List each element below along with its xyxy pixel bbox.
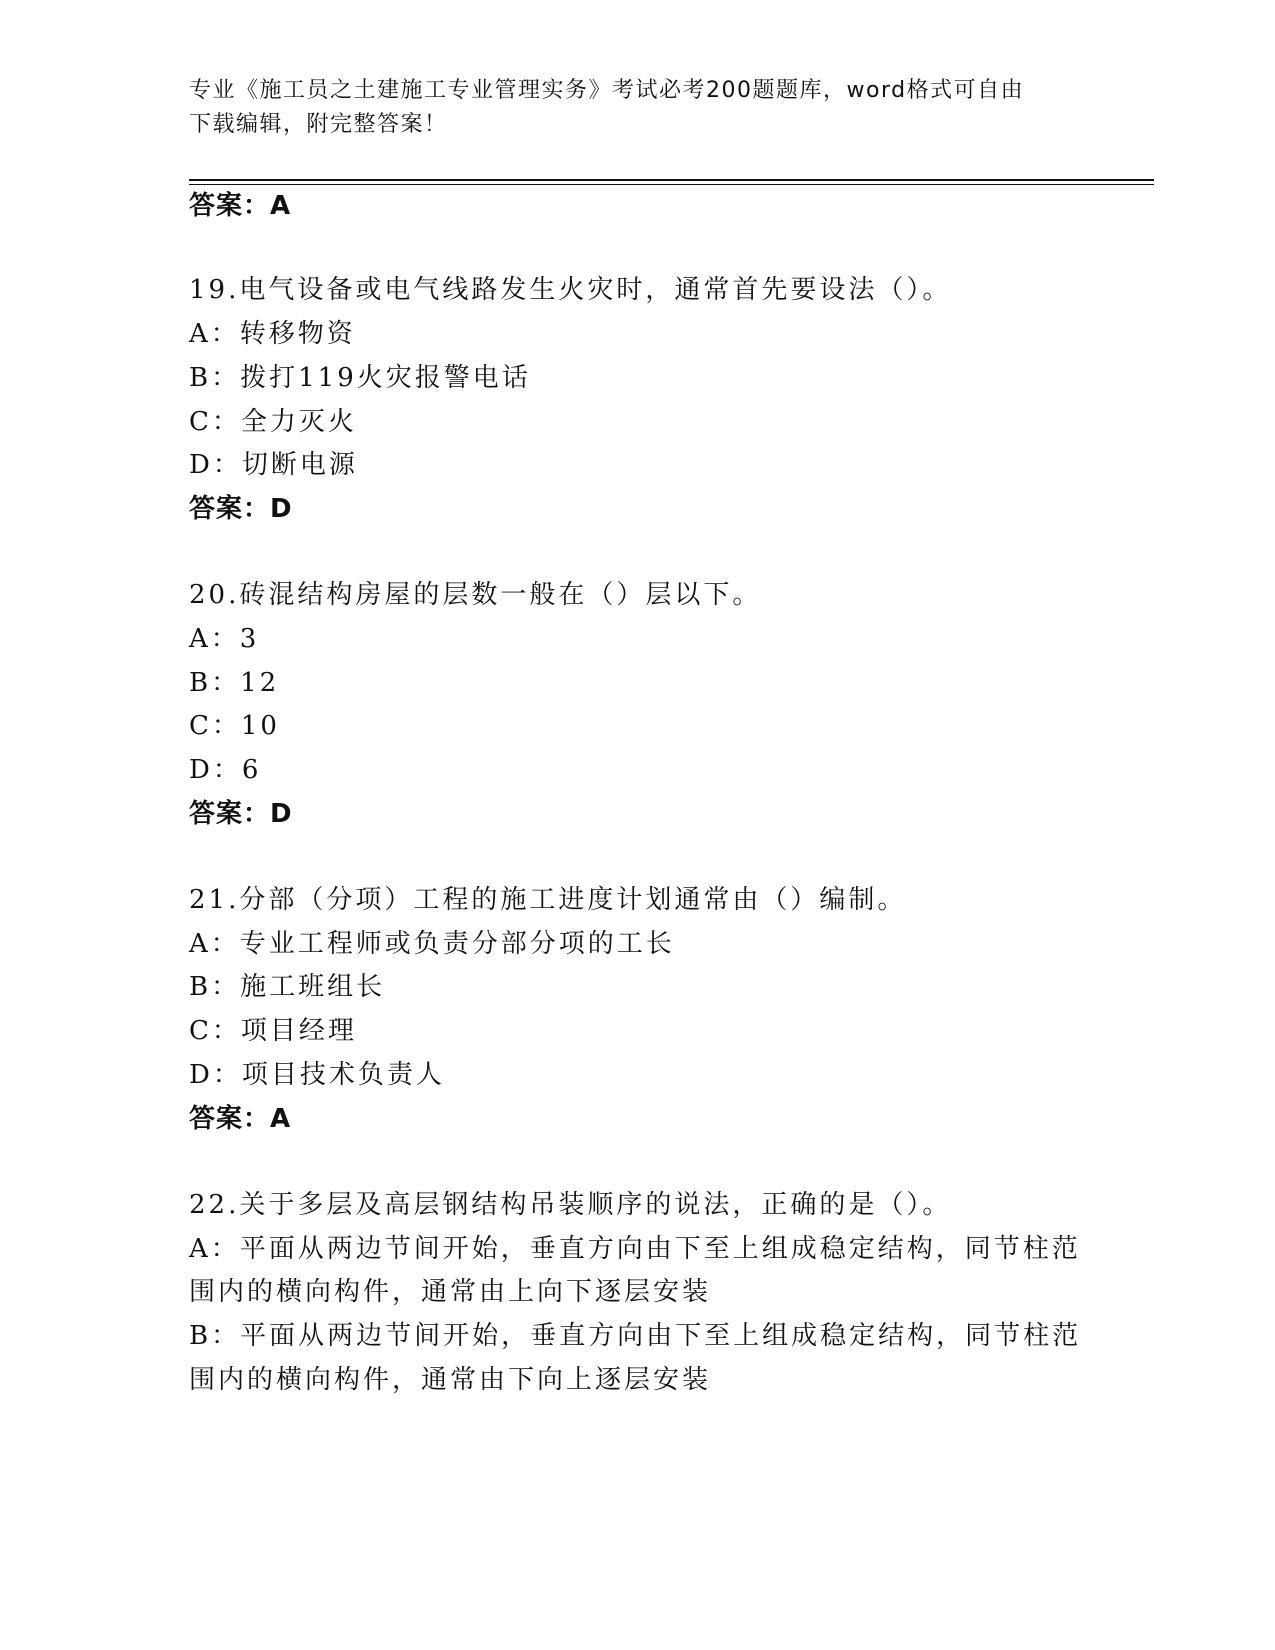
question-19-answer: 答案：D [189, 494, 293, 524]
question-22-option-b-line-2: 围内的横向构件，通常由下向上逐层安装 [189, 1365, 712, 1395]
header-line-2: 下载编辑，附完整答案！ [189, 112, 448, 137]
question-19-option-c: C：全力灭火 [189, 407, 357, 437]
answer-previous: 答案：A [189, 191, 292, 221]
question-20-option-d: D：6 [189, 755, 262, 785]
question-20-text: 20.砖混结构房屋的层数一般在（）层以下。 [189, 580, 762, 610]
question-22-option-a-line-1: A：平面从两边节间开始，垂直方向由下至上组成稳定结构，同节柱范 [189, 1234, 1081, 1264]
question-22-option-b-line-1: B：平面从两边节间开始，垂直方向由下至上组成稳定结构，同节柱范 [189, 1321, 1082, 1351]
question-21-option-c: C：项目经理 [189, 1016, 357, 1046]
question-19-option-d: D：切断电源 [189, 450, 358, 480]
question-19-option-b: B：拨打119火灾报警电话 [189, 363, 531, 393]
question-20-option-a: A：3 [189, 624, 260, 654]
question-22-option-a-line-2: 围内的横向构件，通常由上向下逐层安装 [189, 1277, 712, 1307]
question-22-text: 22.关于多层及高层钢结构吊装顺序的说法，正确的是（）。 [189, 1190, 952, 1220]
question-20-option-b: B：12 [189, 668, 280, 698]
question-21-option-b: B：施工班组长 [189, 972, 386, 1002]
question-20-answer: 答案：D [189, 799, 293, 829]
question-20-option-c: C：10 [189, 711, 280, 741]
question-21-option-d: D：项目技术负责人 [189, 1060, 445, 1090]
header-divider-thin [189, 184, 1154, 185]
header-divider-thick [189, 179, 1154, 181]
header-line-1: 专业《施工员之土建施工专业管理实务》考试必考200题题库，word格式可自由 [189, 78, 1025, 103]
document-header [189, 74, 1089, 142]
question-21-text: 21.分部（分项）工程的施工进度计划通常由（）编制。 [189, 885, 907, 915]
question-21-option-a: A：专业工程师或负责分部分项的工长 [189, 929, 675, 959]
question-19-text: 19.电气设备或电气线路发生火灾时，通常首先要设法（）。 [189, 275, 952, 305]
question-21-answer: 答案：A [189, 1104, 292, 1134]
question-19-option-a: A：转移物资 [189, 319, 356, 349]
